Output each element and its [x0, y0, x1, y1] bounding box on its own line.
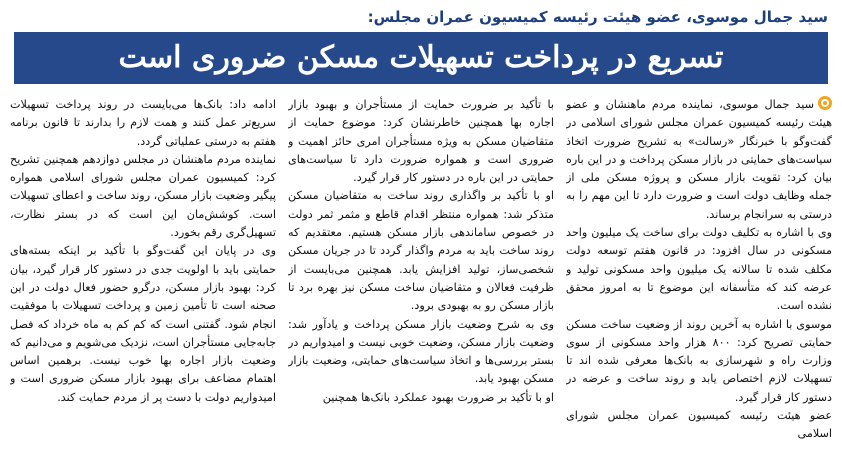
paragraph: او با تأکید بر ضرورت بهبود عملکرد بانک‌ها همچنین	[322, 390, 554, 404]
paragraph: موسوی با اشاره به آخرین روند از وضعیت ساخت مسکن حمایتی تصریح کرد: ۸۰۰ هزار واحد مسکونی از سوی وزارت راه و شهرسازی به بانک‌ها معرفی شده اند تا تسهیلات لازم اختصاص یابد و روند ساخت و عرضه در دستور کار قرار گیرد.	[566, 317, 832, 404]
paragraph: عضو هیئت رئیسه کمیسیون عمران مجلس شورای اسلامی	[566, 409, 832, 441]
paragraph: نماینده مردم ماهنشان در مجلس دوازدهم همچنین تشریح کرد: کمیسیون عمران مجلس شورای اسلامی همواره پیگیر وضعیت بازار مسکن، روند ساخت و اعطای تسهیلات است. کوشش‌مان این است که در بستر نظارت، تسهیل‌گری رقم بخورد.	[10, 152, 276, 240]
column-2	[288, 96, 554, 446]
paragraph: سید جمال موسوی، نماینده مردم ماهنشان و عضو هیئت رئیسه کمیسیون عمران مجلس شورای اسلامی در گفت‌وگو با خبرنگار «رسالت» به تشریح ضرورت اتخاذ سیاست‌های حمایتی در بازار مسکن پرداخت و در این باره بیان کرد: تقویت بازار مسکن و پروژه مسکن ملی از جمله وظایف دولت است و ضرورت دارد تا این مهم را به درستی به سرانجام برساند.	[566, 98, 832, 221]
paragraph: وی به شرح وضعیت بازار مسکن پرداخت و یادآور شد: وضعیت بازار مسکن، وضعیت خوبی نیست و امیدواریم در بستر بررسی‌ها و اتخاذ سیاست‌های حمایتی، وضعیت بازار مسکن بهبود یابد.	[288, 317, 554, 386]
column-3	[10, 96, 276, 446]
paragraph: ادامه داد: بانک‌ها می‌بایست در روند پرداخت تسهیلات سریع‌تر عمل کنند و همت لازم را بدارند تا قانون برنامه هفتم به درستی عملیاتی گردد.	[10, 98, 276, 148]
column-1	[566, 96, 832, 446]
paragraph: او با تأکید بر واگذاری روند ساخت به متقاضیان مسکن متذکر شد: همواره منتظر اقدام قاطع و مثمر ثمر دولت در خصوص ساماندهی بازار مسکن هستیم. معتقدیم که روند ساخت باید به مردم واگذار گردد تا در جریان مسکن شخصی‌ساز، تولید افزایش یابد. همچنین می‌بایست از ظرفیت فعالان و متقاضیان ساخت مسکن نیز بهره برد تا بازار مسکن رو به بهبودی برود.	[288, 189, 554, 313]
article-body	[10, 96, 832, 446]
paragraph: وی با اشاره به تکلیف دولت برای ساخت یک میلیون واحد مسکونی در سال افزود: در قانون هفتم توسعه دولت مکلف شده تا سالانه یک میلیون واحد مسکونی تولید و عرضه کند که متأسفانه این موضوع تا به امروز محقق نشده است.	[566, 226, 832, 313]
article-headline: تسریع در پرداخت تسهیلات مسکن ضروری است	[14, 32, 828, 84]
article-kicker: سید جمال موسوی، عضو هیئت رئیسه کمیسیون عمران مجلس:	[367, 8, 828, 26]
bullet-icon	[818, 96, 832, 110]
paragraph: وی در پایان این گفت‌وگو با تأکید بر اینکه بسته‌های حمایتی باید با اولویت جدی در دستور کار قرار گیرد، بیان کرد: بهبود بازار مسکن، درگرو حضور فعال دولت در این صحنه است تا تأمین زمین و پرداخت تسهیلات با موفقیت انجام شود. گفتنی است که کم کم به ماه خرداد که فصل جابه‌جایی مستأجران است، نزدیک می‌شویم و می‌دانیم که وضعیت بازار اجاره بها خوب نیست. برهمین اساس اهتمام مضاعف برای بهبود بازار مسکن ضروری است و امیدواریم دولت با دست پر از مردم حمایت کند.	[10, 244, 276, 404]
paragraph: با تأکید بر ضرورت حمایت از مستأجران و بهبود بازار اجاره بها همچنین خاطرنشان کرد: موضوع حمایت از متقاضیان مسکن به ویژه مستأجران امری حائز اهمیت و ضروری است و همواره ضرورت دارد تا سیاست‌های حمایتی در این باره در دستور کار قرار گیرد.	[288, 98, 554, 185]
